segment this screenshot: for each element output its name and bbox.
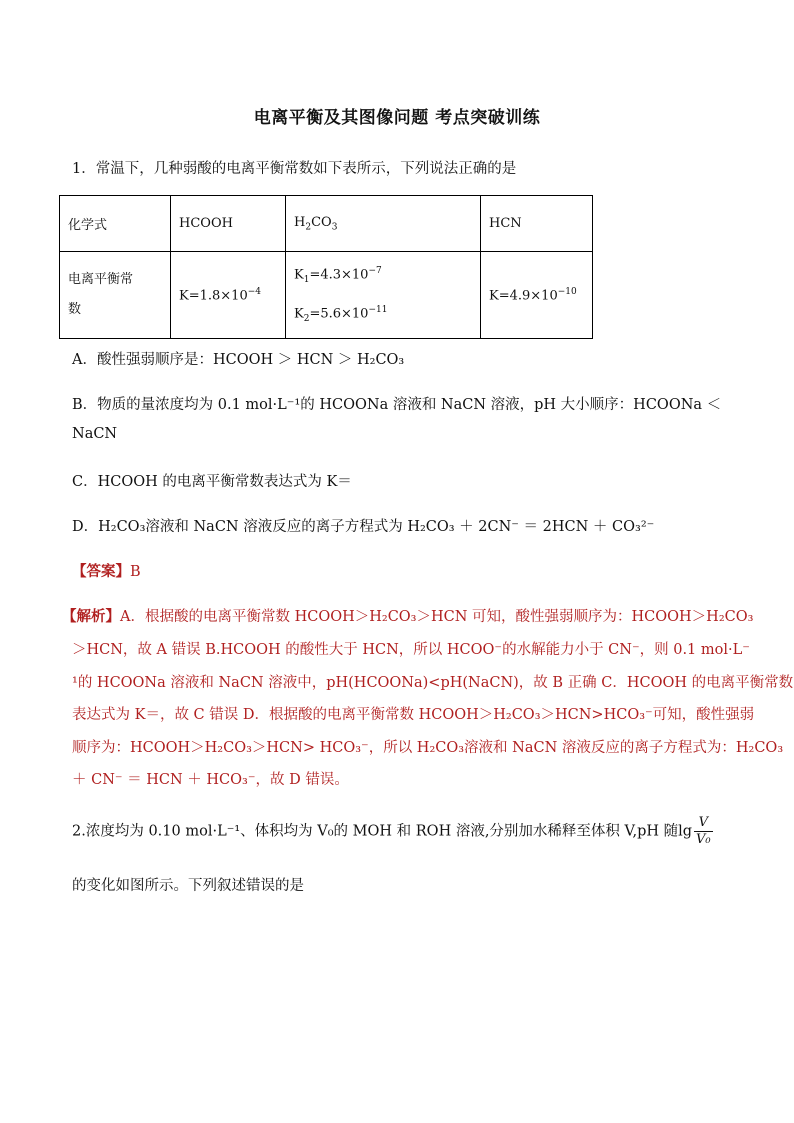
- row-label-cell: 电离平衡常 数: [60, 252, 171, 339]
- header-hcooh-cell: HCOOH: [171, 196, 286, 252]
- header-hcn-cell: HCN: [481, 196, 593, 252]
- hcooh-k-cell: $K=1.8\times 10^{-4}$: [171, 252, 286, 339]
- analysis-line-1: 【解析】A．根据酸的电离平衡常数 HCOOH＞H₂CO₃＞HCN 可知，酸性强弱顺序为：HCOOH＞H₂CO₃: [62, 608, 754, 625]
- analysis-line-3: ¹的 HCOONa 溶液和 NaCN 溶液中，pH(HCOONa)<pH(NaCN)，故 B 正确 C．HCOOH 的电离平衡常数: [72, 675, 794, 691]
- ionization-constant-table: [59, 195, 593, 339]
- question-2-stem-line-1: 2.浓度均为 0.10 mol·L⁻¹、体积均为 V₀的 MOH 和 ROH 溶液,分别加水稀释至体积 V,pH 随lg $\frac{V}{\text{V₀}}$: [72, 815, 711, 847]
- answer-value: B: [130, 564, 141, 580]
- option-c: C．HCOOH 的电离平衡常数表达式为 K＝: [72, 474, 352, 490]
- h2co3-k-cell: $K_1=4.3\times 10^{-7}$ $K_2=5.6\times 10^{-11}$: [286, 252, 481, 339]
- question-1-stem: 1．常温下，几种弱酸的电离平衡常数如下表所示，下列说法正确的是: [72, 161, 517, 177]
- header-h2co3-cell: $H_2CO_3$: [286, 196, 481, 252]
- option-b-line-1: B．物质的量浓度均为 0.1 mol·L⁻¹的 HCOONa 溶液和 NaCN 溶液，pH 大小顺序：HCOONa ＜: [72, 397, 722, 413]
- answer-line: [72, 560, 141, 581]
- table-constants-row: [60, 252, 593, 339]
- analysis-line-5: 顺序为：HCOOH＞H₂CO₃＞HCN> HCO₃⁻，所以 H₂CO₃溶液和 NaCN 溶液反应的离子方程式为：H₂CO₃: [72, 740, 784, 756]
- question-2-stem-line-2: 的变化如图所示。下列叙述错误的是: [72, 878, 304, 894]
- option-d: D．H₂CO₃溶液和 NaCN 溶液反应的离子方程式为 H₂CO₃ ＋ 2CN⁻ ＝ 2HCN ＋ CO₃²⁻: [72, 519, 655, 535]
- page-title: 电离平衡及其图像问题 考点突破训练: [253, 108, 541, 128]
- analysis-line-6: ＋ CN⁻ ＝ HCN ＋ HCO₃⁻，故 D 错误。: [72, 772, 349, 788]
- analysis-tag: 【解析】: [62, 608, 120, 625]
- header-label-cell: 化学式: [60, 196, 171, 252]
- option-a: A．酸性强弱顺序是：HCOOH ＞ HCN ＞ H₂CO₃: [72, 352, 405, 368]
- table-header-row: [60, 196, 593, 252]
- lg-fraction: $\frac{V}{\text{V₀}}$: [696, 815, 711, 847]
- analysis-line-2: ＞HCN，故 A 错误 B.HCOOH 的酸性大于 HCN，所以 HCOO⁻的水解能力小于 CN⁻，则 0.1 mol·L⁻: [72, 642, 750, 658]
- option-b-line-2: NaCN: [72, 426, 118, 442]
- hcn-k-cell: $K=4.9\times 10^{-10}$: [481, 252, 593, 339]
- analysis-line-4: 表达式为 K＝，故 C 错误 D．根据酸的电离平衡常数 HCOOH＞H₂CO₃＞HCN>HCO₃⁻可知，酸性强弱: [72, 707, 755, 723]
- answer-tag: 【答案】: [72, 563, 130, 580]
